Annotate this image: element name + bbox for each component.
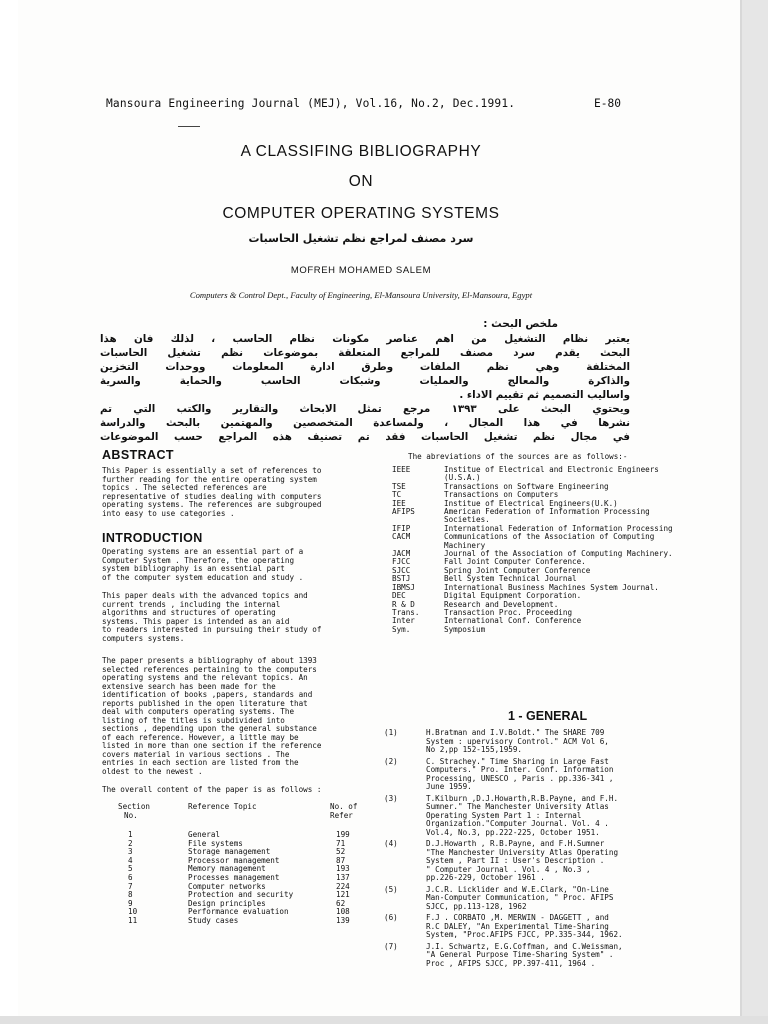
intro-line: deal with computers operating systems. The [102, 708, 295, 716]
abstract-line: further reading for the entire operating system [102, 475, 317, 484]
abbreviations-list [392, 466, 692, 634]
reference-line: H.Bratman and I.V.Boldt." The SHARE 709 [426, 729, 605, 737]
arabic-abstract-line: يعتبر نظام التشغيل من اهم عناصر مكونات نظام الحاسب ، لذلك فان هذا [100, 333, 630, 345]
reference-line: F.J . CORBATO ,M. MERWIN - DAGGETT , and [426, 914, 609, 922]
reference-number: (1) [384, 728, 398, 737]
reference-text [426, 914, 696, 940]
abbreviation-definition: Institue of Electrical Engineers(U.K.) [444, 498, 618, 508]
toc-section-number: 8 [128, 890, 133, 900]
reference-entry [384, 729, 696, 755]
intro-line: to readers interested in pursuing their study of [102, 626, 322, 634]
toc-topic: Processes management [188, 873, 280, 882]
arabic-title: سرد مصنف لمراجع نظم تشغيل الحاسبات [248, 232, 474, 245]
toc-topic: Memory management [188, 864, 266, 874]
arabic-abstract-line: المختلفة وهي نظم الملفات وطرق ادارة المعلومات ووحدات التخزين [100, 361, 630, 373]
abbreviation-code: SJCC [392, 565, 411, 575]
reference-number: (6) [384, 913, 398, 922]
intro-line: Computer System . Therefore, the operating [102, 556, 295, 565]
abstract-line: operating systems. The references are subgrouped [102, 501, 322, 509]
toc-section-number: 11 [128, 916, 138, 925]
abbreviation-code: IFIP [392, 523, 411, 533]
author-affiliation: Computers & Control Dept., Faculty of Engineering, El-Mansoura University, El-Mansoura, Egypt [189, 290, 533, 300]
arabic-abstract-line: ويحتوي البحث على ١٣٩٣ مرجع تمثل الابحاث والتقارير والكتب التي تم [100, 403, 630, 415]
toc-topic: Design principles [188, 898, 266, 908]
abbreviation-code: DEC [392, 591, 406, 601]
reference-line: T.Kilburn ,D.J.Howarth,R.B.Payne, and F.H. [426, 794, 619, 803]
abbreviation-code: IEEE [392, 465, 411, 474]
reference-entry [384, 943, 696, 969]
toc-row [118, 917, 388, 926]
toc-section-number: 2 [128, 838, 133, 848]
abstract-line: topics . The selected references are [102, 484, 267, 492]
intro-paragraph-4: The overall content of the paper is as follows : [102, 785, 322, 794]
abbreviation-row [392, 626, 692, 634]
abbreviation-code: Sym. [392, 624, 411, 634]
toc-header-topic: Reference Topic [188, 802, 257, 811]
abstract-body [102, 467, 370, 518]
abbreviation-code: IEE [392, 498, 406, 508]
toc-topic: Storage management [188, 847, 271, 857]
abbreviation-definition: Spring Joint Computer Conference [444, 565, 591, 575]
abstract-line: representative of studies dealing with computers [102, 492, 322, 501]
reference-number: (2) [384, 756, 398, 766]
toc-count: 137 [336, 873, 350, 882]
intro-paragraph-3 [102, 657, 370, 776]
arabic-abstract [100, 333, 630, 445]
toc-count: 199 [336, 830, 350, 839]
intro-line: oldest to the newest . [102, 767, 203, 776]
abbreviation-code: CACM [392, 532, 411, 542]
reference-line: " Computer Journal . Vol. 4 , No.3 , [426, 865, 591, 874]
reference-text [426, 886, 696, 912]
intro-line: identification of books ,papers, standards and [102, 691, 313, 699]
intro-line: computers systems. [102, 634, 185, 643]
abbreviation-definition: American Federation of Information Processing Societies. [444, 507, 650, 525]
reference-text [426, 729, 696, 755]
intro-line: This paper deals with the advanced topics and [102, 592, 308, 600]
intro-line: The paper presents a bibliography of about 1393 [102, 657, 317, 665]
reference-line: Organization."Computer Journal. Vol. 4 . [426, 820, 609, 828]
reference-text [426, 795, 696, 838]
abbreviation-code: R & D [392, 599, 415, 609]
abbreviation-definition: Transaction Proc. Proceeding [444, 607, 573, 617]
toc-section-number: 3 [128, 847, 133, 857]
toc-count: 52 [336, 847, 346, 857]
abbreviation-row [392, 508, 692, 525]
scan-bottom-edge [0, 1016, 768, 1024]
intro-line: sections , depending upon the general substance [102, 725, 317, 733]
intro-line: system bibliography is an essential part [102, 565, 285, 573]
intro-line: systems. This paper is intended as an aid [102, 617, 290, 626]
abbreviation-code: Trans. [392, 607, 420, 617]
abbreviation-row [392, 617, 692, 625]
toc-section-number: 7 [128, 881, 133, 891]
toc-rows [118, 831, 390, 927]
reference-line: Processing, UNESCO , Paris . pp.336-341 , [426, 774, 614, 783]
intro-line: current trends , including the internal [102, 600, 281, 609]
abbreviation-definition: Digital Equipment Corporation. [444, 591, 582, 601]
abbreviations-intro: The abreviations of the sources are as follows:- [408, 452, 628, 461]
reference-entry [384, 886, 696, 912]
intro-line: of each reference. However, a little may be [102, 733, 299, 742]
intro-line: of the computer system education and study . [102, 573, 304, 582]
toc-header-count-line1: No. of [330, 802, 358, 811]
reference-text [426, 758, 696, 792]
intro-line: selected references pertaining to the computers [102, 665, 317, 674]
reference-line: Vol.4, No.3, pp.222-225, October 1951. [426, 828, 600, 837]
toc-count: 224 [336, 881, 350, 891]
title-line-1: A CLASSIFING BIBLIOGRAPHY [240, 143, 482, 160]
abbreviation-definition: Journal of the Association of Computing Machinery. [444, 549, 673, 559]
title-line-3: COMPUTER OPERATING SYSTEMS [222, 205, 500, 222]
intro-line: operating systems and the relevant topics. An [102, 674, 308, 682]
reference-line: R.C DALEY, "An Experimental Time-Sharing [426, 922, 609, 931]
abbreviation-code: TSE [392, 481, 406, 491]
reference-line: Man-Computer Communication, " Proc. AFIPS [426, 894, 614, 902]
abbreviation-code: IBMSJ [392, 582, 415, 592]
toc-topic: Protection and security [188, 890, 294, 900]
toc-count: 121 [336, 890, 350, 900]
abbreviation-code: TC [392, 490, 402, 500]
reference-line: System , Part II : User's Description . [426, 857, 605, 865]
toc-section-number: 4 [128, 855, 133, 865]
abstract-heading: ABSTRACT [102, 448, 174, 462]
abbreviation-definition: Communications of the Association of Computing Machinery [444, 532, 655, 550]
reference-list [384, 729, 696, 971]
abbreviation-code: JACM [392, 549, 411, 559]
abbreviation-code: BSTJ [392, 574, 411, 584]
intro-line: reports published in the open literature that [102, 699, 308, 708]
reference-entry [384, 840, 696, 883]
toc-topic: File systems [188, 838, 243, 848]
intro-line: covers material in various sections . The [102, 750, 290, 759]
toc-row [118, 831, 388, 840]
page-code: E-80 [594, 97, 621, 110]
intro-line: extensive search has been made for the [102, 682, 276, 691]
toc-header-count-line2: Refer [330, 810, 353, 820]
abbreviation-code: AFIPS [392, 507, 415, 517]
intro-line: entries in each section are listed from the [102, 759, 299, 767]
arabic-abstract-heading: ملخص البحث : [483, 318, 558, 330]
abbreviation-definition: Transactions on Software Engineering [444, 481, 609, 491]
toc-topic: General [188, 830, 221, 839]
intro-paragraph-1 [102, 548, 370, 582]
abbreviation-code: FJCC [392, 557, 411, 567]
toc-topic: Computer networks [188, 881, 266, 891]
intro-paragraph-2 [102, 592, 370, 643]
reference-line: C. Strachey." Time Sharing in Large Fast [426, 757, 609, 766]
abbreviation-definition: Transactions on Computers [444, 490, 559, 500]
reference-entry [384, 795, 696, 838]
toc-topic: Performance evaluation [188, 907, 289, 917]
abbreviation-definition: Research and Development. [444, 599, 559, 609]
header-dash [178, 126, 200, 127]
abbreviation-definition: Fall Joint Computer Conference. [444, 557, 586, 567]
abbreviation-definition: International Business Machines System Journal. [444, 582, 659, 592]
arabic-abstract-line: البحث يقدم سرد مصنف للمراجع المتعلقة بموضوعات نظم تشغيل الحاسبات [100, 347, 630, 359]
reference-line: D.J.Howarth , R.B.Payne, and F.H.Sumner [426, 840, 605, 848]
journal-header: Mansoura Engineering Journal (MEJ), Vol.16, No.2, Dec.1991. [106, 97, 516, 110]
toc-header-section-line1: Section [118, 802, 151, 811]
reference-line: System : upervisory Control." ACM Vol 6, [426, 737, 609, 746]
reference-number: (4) [384, 839, 398, 848]
abbreviation-row [392, 466, 692, 483]
abbreviation-definition: Symposium [444, 624, 486, 634]
abstract-line: This Paper is essentially a set of references to [102, 467, 322, 475]
reference-number: (3) [384, 793, 398, 803]
toc-section-number: 1 [128, 830, 133, 839]
abbreviation-definition: Bell System Technical Journal [444, 574, 577, 584]
reference-line: "A General Purpose Time-Sharing System" . [426, 951, 614, 959]
toc-topic: Processor management [188, 855, 280, 865]
toc-count: 108 [336, 907, 350, 917]
toc-section-number: 6 [128, 873, 133, 882]
intro-line: listing of the titles is subdivided into [102, 716, 285, 725]
reference-line: J.I. Schwartz, E.G.Coffman, and C.Weissman, [426, 942, 623, 951]
reference-line: SJCC, pp.113-128, 1962 [426, 902, 527, 911]
toc-count: 87 [336, 855, 346, 865]
reference-line: "The Manchester University Atlas Operating [426, 848, 619, 857]
intro-line: Operating systems are an essential part of a [102, 548, 304, 556]
toc-count: 193 [336, 864, 350, 874]
reference-line: Computers." Pro. Inter. Conf. Information [426, 766, 614, 774]
reference-line: Sumner." The Manchester University Atlas [426, 803, 609, 811]
toc-count: 62 [336, 898, 346, 908]
reference-line: J.C.R. Licklider and W.E.Clark, "On-Line [426, 885, 609, 894]
toc-section-number: 9 [128, 898, 133, 908]
contents-table [118, 803, 390, 929]
reference-line: June 1959. [426, 783, 472, 791]
reference-number: (5) [384, 884, 398, 894]
reference-line: Operating System Part 1 : Internal [426, 811, 582, 820]
abbreviation-definition: International Federation of Information Processing [444, 523, 673, 533]
toc-header-section [118, 803, 150, 820]
toc-section-number: 10 [128, 907, 138, 917]
reference-line: Proc , AFIPS SJCC, PP.397-411, 1964 . [426, 959, 596, 968]
reference-number: (7) [384, 941, 398, 951]
arabic-abstract-line: في مجال نظم تشغيل الحاسبات فقد تم تصنيف هذه المراجع حسب الموضوعات [100, 431, 630, 443]
arabic-abstract-line: واساليب التصميم ثم تقييم الاداء . [459, 389, 630, 401]
reference-entry [384, 914, 696, 940]
toc-topic: Study cases [188, 916, 239, 925]
abbreviation-definition: Institue of Electrical and Electronic Engineers (U.S.A.) [444, 465, 659, 483]
reference-text [426, 943, 696, 969]
intro-line: algorithms and structures of operating [102, 609, 276, 617]
reference-entry [384, 758, 696, 792]
title-line-2: ON [348, 173, 374, 190]
scan-edge [742, 0, 768, 1024]
introduction-heading: INTRODUCTION [102, 531, 203, 545]
reference-line: No 2,pp 152-155,1959. [426, 746, 523, 754]
toc-header-section-line2: No. [124, 810, 138, 820]
general-heading: 1 - GENERAL [508, 709, 588, 723]
reference-line: System, "Proc.AFIPS FJCC, PP.335-344, 1962. [426, 931, 623, 939]
toc-header-count [330, 803, 357, 820]
author-name: MOFREH MOHAMED SALEM [290, 265, 432, 276]
arabic-abstract-line: والذاكرة والمعالج والعمليات وشبكات الحاسب والحماية والسرية [100, 375, 630, 387]
abbreviation-definition: International Conf. Conference [444, 616, 582, 626]
arabic-abstract-line: نشرها في هذا المجال ، ولمساعدة المتخصصين والمهتمين بالبحث والدراسة [100, 417, 630, 429]
toc-count: 71 [336, 838, 346, 848]
abbreviation-row [392, 533, 692, 550]
toc-count: 139 [336, 916, 350, 925]
reference-line: pp.226-229, October 1961 . [426, 874, 545, 882]
intro-line: listed in more than one section if the reference [102, 742, 322, 750]
abbreviation-code: Inter [392, 616, 415, 626]
toc-section-number: 5 [128, 864, 133, 874]
reference-text [426, 840, 696, 883]
abstract-line: into easy to use categories . [102, 509, 235, 518]
